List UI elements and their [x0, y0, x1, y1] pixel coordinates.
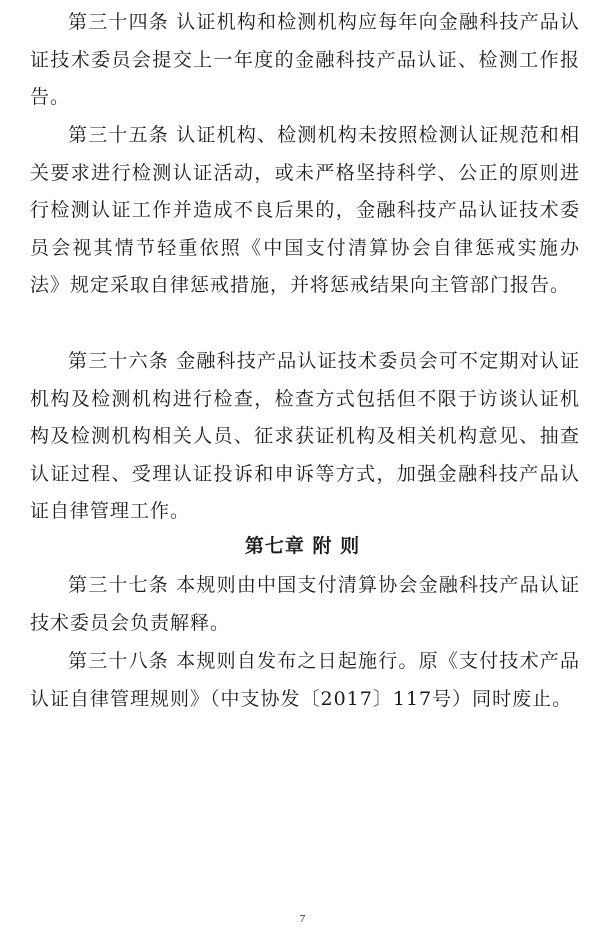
article-36-paragraph: 第三十六条 金融科技产品认证技术委员会可不定期对认证机构及检测机构进行检查，检查方式包括但不限于访谈认证机构及检测机构相关人员、征求获证机构及相关机构意见、抽查认证过程、受理认证投诉和申诉等方式，加强金融科技产品认证自律管理工作。: [30, 350, 580, 522]
page-number: 7: [299, 913, 306, 925]
article-35-paragraph: 第三十五条 认证机构、检测机构未按照检测认证规范和相关要求进行检测认证活动，或未严格坚持科学、公正的原则进行检测认证工作并造成不良后果的，金融科技产品认证技术委员会视其情节轻重依照《中国支付清算协会自律惩戒实施办法》规定采取自律惩戒措施，并将惩戒结果向主管部门报告。: [30, 124, 580, 296]
chapter-heading: 第七章 附 则: [244, 535, 361, 557]
article-37-paragraph: 第三十七条 本规则由中国支付清算协会金融科技产品认证技术委员会负责解释。: [30, 574, 580, 634]
article-38-paragraph: 第三十八条 本规则自发布之日起施行。原《支付技术产品认证自律管理规则》（中支协发〔2017〕117号）同时废止。: [30, 650, 580, 710]
article-34-paragraph: 第三十四条 认证机构和检测机构应每年向金融科技产品认证技术委员会提交上一年度的金融科技产品认证、检测工作报告。: [30, 11, 580, 108]
